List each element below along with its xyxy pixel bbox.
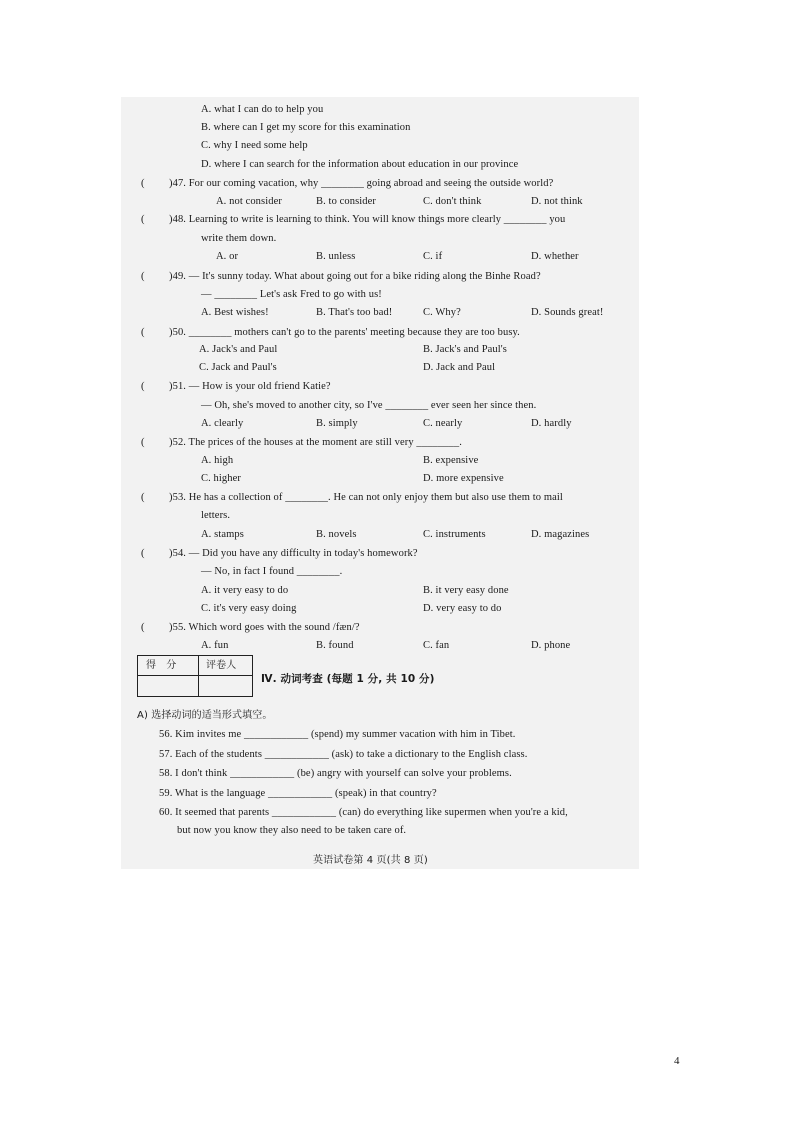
fill-in-59: 59. What is the language ____________ (speak) in that country?	[159, 788, 437, 799]
grader-label: 评卷人	[206, 660, 237, 671]
q48-stem-continued: write them down.	[201, 233, 277, 244]
q49-bracket: (	[141, 271, 145, 282]
q46-option-a: A. what I can do to help you	[201, 104, 324, 115]
q55-stem: )55. Which word goes with the sound /fæn/?	[169, 622, 360, 633]
score-box-rule	[138, 675, 252, 676]
q54-option-d: D. very easy to do	[423, 603, 502, 614]
q54-stem: )54. — Did you have any difficulty in today's homework?	[169, 548, 418, 559]
q49-option-b: B. That's too bad!	[316, 307, 393, 318]
score-label: 得 分	[146, 660, 177, 671]
q48-bracket: (	[141, 214, 145, 225]
q53-option-a: A. stamps	[201, 529, 244, 540]
q52-option-c: C. higher	[201, 473, 241, 484]
fill-in-58: 58. I don't think ____________ (be) angry with yourself can solve your problems.	[159, 768, 512, 779]
q51-stem: )51. — How is your old friend Katie?	[169, 381, 331, 392]
q48-option-d: D. whether	[531, 251, 579, 262]
q49-stem: )49. — It's sunny today. What about going out for a bike riding along the Binhe Road?	[169, 271, 541, 282]
q48-stem: )48. Learning to write is learning to think. You will know things more clearly ________ you	[169, 214, 566, 225]
q55-option-c: C. fan	[423, 640, 450, 651]
q51-bracket: (	[141, 381, 145, 392]
q53-option-b: B. novels	[316, 529, 357, 540]
q53-stem: )53. He has a collection of ________. He can not only enjoy them but also use them to mail	[169, 492, 563, 503]
q49-option-c: C. Why?	[423, 307, 461, 318]
q49-option-a: A. Best wishes!	[201, 307, 269, 318]
q49-option-d: D. Sounds great!	[531, 307, 604, 318]
q48-option-b: B. unless	[316, 251, 356, 262]
q51-option-b: B. simply	[316, 418, 358, 429]
fill-in-60-continued: but now you know they also need to be taken care of.	[177, 825, 407, 836]
q50-option-b: B. Jack's and Paul's	[423, 344, 507, 355]
q52-stem: )52. The prices of the houses at the moment are still very ________.	[169, 437, 462, 448]
page-footer: 英语试卷第 4 页(共 8 页)	[313, 855, 428, 866]
section-instruction: A) 选择动词的适当形式填空。	[137, 710, 273, 721]
q53-stem-continued: letters.	[201, 510, 231, 521]
q53-bracket: (	[141, 492, 145, 503]
section-title: Ⅳ. 动词考查 (每题 1 分, 共 10 分)	[261, 673, 435, 685]
q46-option-d: D. where I can search for the information about education in our province	[201, 159, 519, 170]
q50-option-c: C. Jack and Paul's	[199, 362, 277, 373]
q55-option-b: B. found	[316, 640, 354, 651]
q52-bracket: (	[141, 437, 145, 448]
q55-bracket: (	[141, 622, 145, 633]
q50-option-a: A. Jack's and Paul	[199, 344, 278, 355]
q47-option-d: D. not think	[531, 196, 583, 207]
q54-option-b: B. it very easy done	[423, 585, 509, 596]
q53-option-c: C. instruments	[423, 529, 486, 540]
q52-option-a: A. high	[201, 455, 234, 466]
fill-in-60: 60. It seemed that parents ____________ (can) do everything like supermen when you're a kid,	[159, 807, 568, 818]
q47-option-a: A. not consider	[216, 196, 282, 207]
q49-stem-continued: — ________ Let's ask Fred to go with us!	[201, 289, 382, 300]
q55-option-a: A. fun	[201, 640, 229, 651]
q52-option-b: B. expensive	[423, 455, 479, 466]
q50-option-d: D. Jack and Paul	[423, 362, 496, 373]
q47-bracket: (	[141, 178, 145, 189]
q47-option-b: B. to consider	[316, 196, 377, 207]
q48-option-a: A. or	[216, 251, 239, 262]
q54-option-a: A. it very easy to do	[201, 585, 289, 596]
q54-stem-continued: — No, in fact I found ________.	[201, 566, 343, 577]
q53-option-d: D. magazines	[531, 529, 590, 540]
q55-option-d: D. phone	[531, 640, 571, 651]
q47-option-c: C. don't think	[423, 196, 482, 207]
q51-option-a: A. clearly	[201, 418, 244, 429]
fill-in-57: 57. Each of the students ____________ (ask) to take a dictionary to the English class.	[159, 749, 528, 760]
q50-stem: )50. ________ mothers can't go to the parents' meeting because they are too busy.	[169, 327, 520, 338]
q46-option-b: B. where can I get my score for this examination	[201, 122, 411, 133]
q48-option-c: C. if	[423, 251, 443, 262]
q51-stem-continued: — Oh, she's moved to another city, so I've ________ ever seen her since then.	[201, 400, 537, 411]
q46-option-c: C. why I need some help	[201, 140, 308, 151]
fill-in-56: 56. Kim invites me ____________ (spend) my summer vacation with him in Tibet.	[159, 729, 516, 740]
q51-option-d: D. hardly	[531, 418, 572, 429]
scanned-exam-page	[121, 97, 639, 869]
q54-option-c: C. it's very easy doing	[201, 603, 297, 614]
q50-bracket: (	[141, 327, 145, 338]
page-number: 4	[674, 1055, 680, 1067]
q51-option-c: C. nearly	[423, 418, 463, 429]
q54-bracket: (	[141, 548, 145, 559]
score-box-divider	[198, 656, 199, 696]
q52-option-d: D. more expensive	[423, 473, 504, 484]
score-box	[137, 655, 253, 697]
q47-stem: )47. For our coming vacation, why ________ going abroad and seeing the outside world?	[169, 178, 554, 189]
